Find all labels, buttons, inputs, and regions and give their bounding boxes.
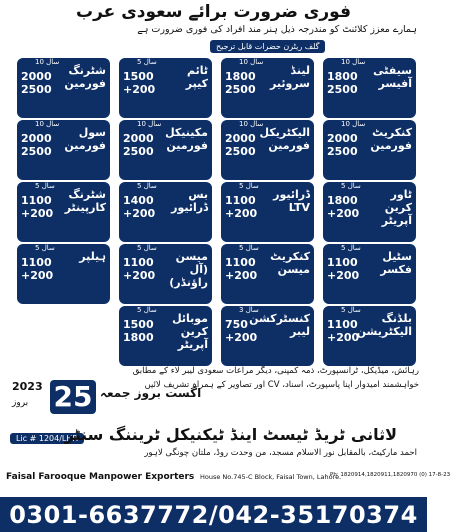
- job-salary: [327, 194, 373, 220]
- job-experience: 10 سال: [239, 120, 264, 128]
- salary-top: 1400: [123, 194, 154, 207]
- salary-top: 1100: [225, 194, 256, 207]
- salary-bottom: 1800: [123, 331, 154, 344]
- page-title: فوری ضرورت برائے سعودی عرب: [76, 1, 351, 22]
- job-salary: [21, 194, 67, 220]
- job-card: [17, 244, 110, 304]
- note-apply: خواہشمند امیدوار اپنا پاسپورٹ، اسناد، CV اور تصاویر کے ہمراہ تشریف لائیں: [144, 380, 419, 390]
- salary-bottom: 2500: [327, 145, 358, 158]
- job-title: شٹرنگ کارپینٹر: [64, 188, 106, 214]
- job-experience: 5 سال: [341, 244, 361, 252]
- job-card: [119, 58, 212, 118]
- salary-top: 2000: [225, 132, 256, 145]
- job-title: میسن (آل راؤنڈر): [169, 250, 208, 289]
- job-experience: 10 سال: [35, 120, 60, 128]
- footer: [0, 470, 450, 488]
- salary-bottom: +200: [225, 331, 258, 344]
- salary-top: 2000: [21, 70, 52, 83]
- job-card: [119, 182, 212, 242]
- job-salary: [123, 256, 169, 282]
- salary-top: 1500: [123, 70, 154, 83]
- interview-month: اگست بروز جمعہ: [100, 386, 202, 400]
- salary-bottom: +200: [327, 331, 360, 344]
- phone-number[interactable]: 0301-6637772/042-35170374: [9, 500, 418, 529]
- job-title: بلڈنگ الیکٹریشن: [356, 312, 412, 338]
- job-salary: [327, 318, 373, 344]
- interview-year-note: بروز: [12, 398, 29, 408]
- job-salary: [123, 318, 169, 344]
- job-salary: [21, 70, 67, 96]
- job-title: ٹاور کرین آپریٹر: [381, 188, 412, 227]
- job-title: بس ڈرائیور: [171, 188, 208, 214]
- intro-text: ہمارے معزز کلائنٹ کو مندرجہ ذیل ہنر مند افراد کی فوری ضرورت ہے: [137, 24, 417, 35]
- job-salary: [21, 132, 67, 158]
- job-title: ہیلپر: [79, 250, 106, 263]
- job-experience: 10 سال: [35, 58, 60, 66]
- job-card: [323, 58, 416, 118]
- company-name-en: Faisal Farooque Manpower Exporters: [6, 472, 195, 482]
- salary-top: 1100: [21, 256, 52, 269]
- phone-bar: [0, 497, 427, 532]
- salary-top: 1100: [225, 256, 256, 269]
- company-address: احمد مارکیٹ، بالمقابل نور الاسلام مسجد، من وحدت روڈ، ملتان چونگی لاہور: [144, 448, 417, 458]
- salary-bottom: +200: [123, 269, 156, 282]
- salary-bottom: +200: [21, 207, 54, 220]
- job-experience: 10 سال: [137, 120, 162, 128]
- preference-tag: گلف ریٹرن حضرات قابل ترجیح: [210, 40, 325, 53]
- job-experience: 5 سال: [137, 306, 157, 314]
- job-experience: 5 سال: [341, 182, 361, 190]
- job-experience: 5 سال: [341, 306, 361, 314]
- job-salary: [225, 318, 271, 344]
- salary-top: 1100: [327, 256, 358, 269]
- job-card: [323, 120, 416, 180]
- job-salary: [123, 194, 169, 220]
- salary-top: 1100: [327, 318, 358, 331]
- salary-top: 2000: [327, 132, 358, 145]
- interview-day: 25: [50, 380, 96, 414]
- salary-bottom: 2500: [225, 83, 256, 96]
- salary-top: 1800: [327, 194, 358, 207]
- job-salary: [327, 70, 373, 96]
- job-title: شٹرنگ فورمین: [64, 64, 106, 90]
- job-experience: 5 سال: [239, 182, 259, 190]
- job-card: [119, 306, 212, 366]
- company-block: [0, 425, 427, 465]
- job-card: [221, 120, 314, 180]
- job-experience: 5 سال: [137, 58, 157, 66]
- job-card: [221, 244, 314, 304]
- job-experience: 3 سال: [239, 306, 259, 314]
- job-salary: [327, 132, 373, 158]
- job-card: [323, 182, 416, 242]
- intro: [0, 24, 427, 58]
- salary-top: 1800: [225, 70, 256, 83]
- job-experience: 5 سال: [239, 244, 259, 252]
- job-title: ٹائم کیپر: [185, 64, 208, 90]
- job-title: کنسٹرکشن لیبر: [249, 312, 310, 338]
- job-title: موبائل کرین آپریٹر: [172, 312, 208, 351]
- salary-bottom: 2500: [123, 145, 154, 158]
- job-card: [221, 58, 314, 118]
- job-card: [119, 120, 212, 180]
- job-experience: 10 سال: [341, 58, 366, 66]
- salary-top: 1100: [123, 256, 154, 269]
- job-title: لینڈ سروئیر: [270, 64, 310, 90]
- job-experience: 5 سال: [35, 244, 55, 252]
- salary-bottom: +200: [21, 269, 54, 282]
- job-salary: [225, 256, 271, 282]
- job-experience: 5 سال: [137, 182, 157, 190]
- job-title: سٹیل فکسر: [380, 250, 412, 276]
- job-title: سیفٹی آفیسر: [373, 64, 412, 90]
- job-salary: [225, 70, 271, 96]
- salary-bottom: +200: [225, 269, 258, 282]
- job-card: [323, 306, 416, 366]
- salary-bottom: 2500: [327, 83, 358, 96]
- salary-bottom: 2500: [21, 83, 52, 96]
- salary-bottom: 2500: [225, 145, 256, 158]
- job-title: ڈرائیور LTV: [273, 188, 310, 214]
- address-en: House No.745-C Block, Faisal Town, Lahore.: [200, 473, 342, 481]
- salary-bottom: 2500: [21, 145, 52, 158]
- note-benefits: رہائش، میڈیکل، ٹرانسپورٹ، ذمہ کمپنی، دیگر مراعات سعودی لیبر لاء کے مطابق: [132, 366, 419, 376]
- job-title: کنکریٹ فورمین: [370, 126, 412, 152]
- salary-bottom: +200: [327, 207, 360, 220]
- phones-small: Ph: 1820914,1820911,1820970 (0) 17-8-23: [330, 472, 450, 478]
- job-title: مکینیکل فورمین: [165, 126, 208, 152]
- job-experience: 5 سال: [137, 244, 157, 252]
- salary-top: 2000: [123, 132, 154, 145]
- salary-bottom: +200: [123, 207, 156, 220]
- interview-year: 2023: [12, 380, 43, 393]
- salary-bottom: +200: [225, 207, 258, 220]
- job-title: کنکریٹ میسن: [270, 250, 310, 276]
- job-card: [119, 244, 212, 304]
- job-experience: 10 سال: [341, 120, 366, 128]
- job-salary: [225, 132, 271, 158]
- job-salary: [225, 194, 271, 220]
- job-title: سول فورمین: [64, 126, 106, 152]
- job-experience: 10 سال: [239, 58, 264, 66]
- job-card: [17, 120, 110, 180]
- interview-date: [12, 380, 202, 414]
- job-experience: 5 سال: [35, 182, 55, 190]
- job-salary: [123, 132, 169, 158]
- company-name: لاثانی ٹریڈ ٹیسٹ اینڈ ٹیکنیکل ٹریننگ سنٹر: [64, 425, 397, 444]
- job-salary: [327, 256, 373, 282]
- job-card: [323, 244, 416, 304]
- header: [0, 0, 427, 22]
- salary-top: 750: [225, 318, 248, 331]
- salary-top: 1800: [327, 70, 358, 83]
- salary-bottom: +200: [327, 269, 360, 282]
- job-salary: [123, 70, 169, 96]
- job-title: الیکٹریکل فورمین: [259, 126, 310, 152]
- salary-top: 2000: [21, 132, 52, 145]
- salary-bottom: +200: [123, 83, 156, 96]
- job-card: [17, 182, 110, 242]
- license-badge: Lic # 1204/LHR: [10, 433, 84, 444]
- job-card: [221, 182, 314, 242]
- job-card: [17, 58, 110, 118]
- salary-top: 1100: [21, 194, 52, 207]
- job-card: [221, 306, 314, 366]
- salary-top: 1500: [123, 318, 154, 331]
- job-salary: [21, 256, 67, 282]
